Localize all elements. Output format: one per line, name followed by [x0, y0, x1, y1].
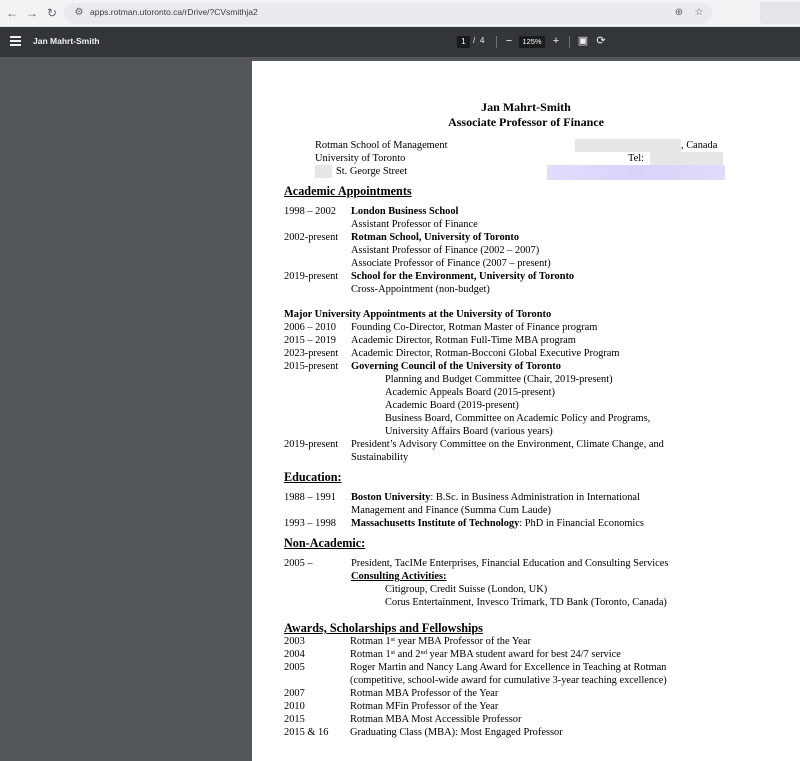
- entry-date: 2015 & 16: [284, 727, 329, 738]
- subsection-heading: Major University Appointments at the University of Toronto: [284, 309, 552, 320]
- entry-text: Academic Director, Rotman-Bocconi Global Executive Program: [351, 348, 620, 359]
- url-text[interactable]: apps.rotman.utoronto.ca/rDrive/?CVsmithja2: [90, 7, 258, 17]
- entry-date: 2003: [284, 636, 305, 647]
- council-line: Business Board, Committee on Academic Policy and Programs,: [385, 413, 651, 424]
- section-heading: Non-Academic:: [284, 536, 366, 550]
- entry-line: Assistant Professor of Finance (2002 – 2007): [351, 245, 540, 256]
- education-entry: [351, 518, 644, 530]
- award-part: Rotman 1: [350, 649, 391, 660]
- award-text: [350, 636, 531, 648]
- entry-text: Academic Director, Rotman Full-Time MBA program: [351, 335, 576, 346]
- council-line: Planning and Budget Committee (Chair, 2019-present): [385, 374, 613, 385]
- client-line: Citigroup, Credit Suisse (London, UK): [385, 584, 548, 595]
- tel-label: Tel:: [628, 153, 645, 164]
- back-icon[interactable]: ←: [6, 6, 18, 20]
- school-name: Boston University: [351, 492, 431, 503]
- section-heading: Academic Appointments: [284, 184, 412, 198]
- award-sup: nd: [420, 649, 427, 656]
- award-text: Roger Martin and Nancy Lang Award for Excellence in Teaching at Rotman: [350, 662, 667, 673]
- toolbar-divider: [496, 36, 497, 48]
- zoom-level-input[interactable]: 125%: [519, 36, 545, 48]
- entry-text: President’s Advisory Committee on the Environment, Climate Change, and: [351, 439, 664, 450]
- entry-org: Rotman School, University of Toronto: [351, 232, 520, 243]
- council-line: Academic Board (2019-present): [385, 400, 519, 411]
- entry-date: 2015-present: [284, 361, 339, 372]
- zoom-out-button[interactable]: −: [505, 35, 513, 47]
- entry-text: Governing Council of the University of Toronto: [351, 361, 561, 372]
- fit-page-icon[interactable]: ▣: [577, 35, 589, 47]
- redacted-block: [547, 165, 725, 180]
- redacted-block: [315, 165, 332, 178]
- degree-text: : PhD in Financial Economics: [519, 518, 644, 529]
- entry-date: 1998 – 2002: [284, 206, 336, 217]
- section-heading: Education:: [284, 470, 342, 484]
- school-name: Massachusetts Institute of Technology: [351, 518, 520, 529]
- entry-line: Cross-Appointment (non-budget): [351, 284, 490, 295]
- entry-org: School for the Environment, University of Toronto: [351, 271, 575, 282]
- reload-icon[interactable]: ↻: [46, 6, 58, 20]
- award-text: Rotman MBA Most Accessible Professor: [350, 714, 522, 725]
- award-text: Graduating Class (MBA): Most Engaged Professor: [350, 727, 563, 738]
- entry-line: Associate Professor of Finance (2007 – present): [351, 258, 551, 269]
- document-title: Jan Mahrt-Smith: [33, 36, 100, 46]
- entry-org: London Business School: [351, 206, 459, 217]
- entry-date: 2005: [284, 662, 305, 673]
- entry-text: President, TacIMe Enterprises, Financial Education and Consulting Services: [351, 558, 669, 569]
- address-line: University of Toronto: [315, 153, 406, 164]
- cv-name: Jan Mahrt-Smith: [481, 100, 571, 114]
- toolbar-divider: [569, 36, 570, 48]
- council-line: Academic Appeals Board (2015-present): [385, 387, 555, 398]
- zoom-icon[interactable]: ⊕: [674, 7, 684, 18]
- viewer-background: [0, 57, 252, 751]
- award-sup: st: [390, 636, 396, 643]
- entry-date: 2015: [284, 714, 305, 725]
- award-part: and 2: [395, 649, 421, 660]
- section-heading: Awards, Scholarships and Fellowships: [284, 621, 483, 635]
- entry-date: 2007: [284, 688, 305, 699]
- award-text: (competitive, school-wide award for cumulative 3-year teaching excellence): [350, 675, 667, 686]
- entry-date: 1988 – 1991: [284, 492, 336, 503]
- award-text: Rotman MFin Professor of the Year: [350, 701, 499, 712]
- award-text: Rotman MBA Professor of the Year: [350, 688, 499, 699]
- zoom-in-button[interactable]: +: [552, 35, 560, 47]
- forward-icon[interactable]: →: [26, 6, 38, 20]
- consulting-label: Consulting Activities:: [351, 571, 447, 582]
- award-sup: st: [390, 649, 396, 656]
- cv-position: Associate Professor of Finance: [448, 115, 604, 129]
- award-part: year MBA Professor of the Year: [395, 636, 531, 647]
- award-part: year MBA student award for best 24/7 service: [426, 649, 621, 660]
- site-info-icon[interactable]: ⚙: [74, 7, 84, 18]
- star-icon[interactable]: ☆: [694, 7, 704, 18]
- address-line: Rotman School of Management: [315, 140, 448, 151]
- entry-date: 2006 – 2010: [284, 322, 336, 333]
- entry-text: Sustainability: [351, 452, 409, 463]
- menu-icon[interactable]: [10, 36, 21, 46]
- redacted-block: [575, 139, 681, 152]
- award-part: Rotman 1: [350, 636, 391, 647]
- entry-date: 2019-present: [284, 271, 339, 282]
- client-line: Corus Entertainment, Invesco Trimark, TD Bank (Toronto, Canada): [385, 597, 667, 608]
- degree-text: Management and Finance (Summa Cum Laude): [351, 505, 551, 516]
- entry-date: 2019-present: [284, 439, 339, 450]
- degree-text: : B.Sc. in Business Administration in International: [430, 492, 640, 503]
- pdf-viewer: [0, 57, 800, 751]
- browser-toolbar: [0, 0, 800, 27]
- entry-line: Assistant Professor of Finance: [351, 219, 478, 230]
- entry-date: 2023-present: [284, 348, 339, 359]
- council-line: University Affairs Board (various years): [385, 426, 553, 437]
- entry-date: 2015 – 2019: [284, 335, 336, 346]
- address-bar[interactable]: [64, 3, 712, 24]
- award-text: [350, 649, 621, 661]
- entry-date: 2005 –: [284, 558, 313, 569]
- profile-area[interactable]: [760, 2, 800, 24]
- page-total: 4: [480, 36, 485, 45]
- entry-text: Founding Co-Director, Rotman Master of Finance program: [351, 322, 598, 333]
- page-number-input[interactable]: 1: [457, 36, 470, 48]
- entry-date: 2002-present: [284, 232, 339, 243]
- page-separator: /: [473, 36, 476, 45]
- pdf-toolbar: [0, 27, 800, 57]
- entry-date: 1993 – 1998: [284, 518, 336, 529]
- pdf-page: [252, 61, 800, 761]
- address-country: , Canada: [681, 140, 718, 151]
- redacted-block: [650, 152, 723, 165]
- education-entry: [351, 492, 640, 504]
- entry-date: 2010: [284, 701, 305, 712]
- address-line: St. George Street: [336, 166, 408, 177]
- entry-date: 2004: [284, 649, 305, 660]
- rotate-icon[interactable]: ⟳: [596, 35, 606, 47]
